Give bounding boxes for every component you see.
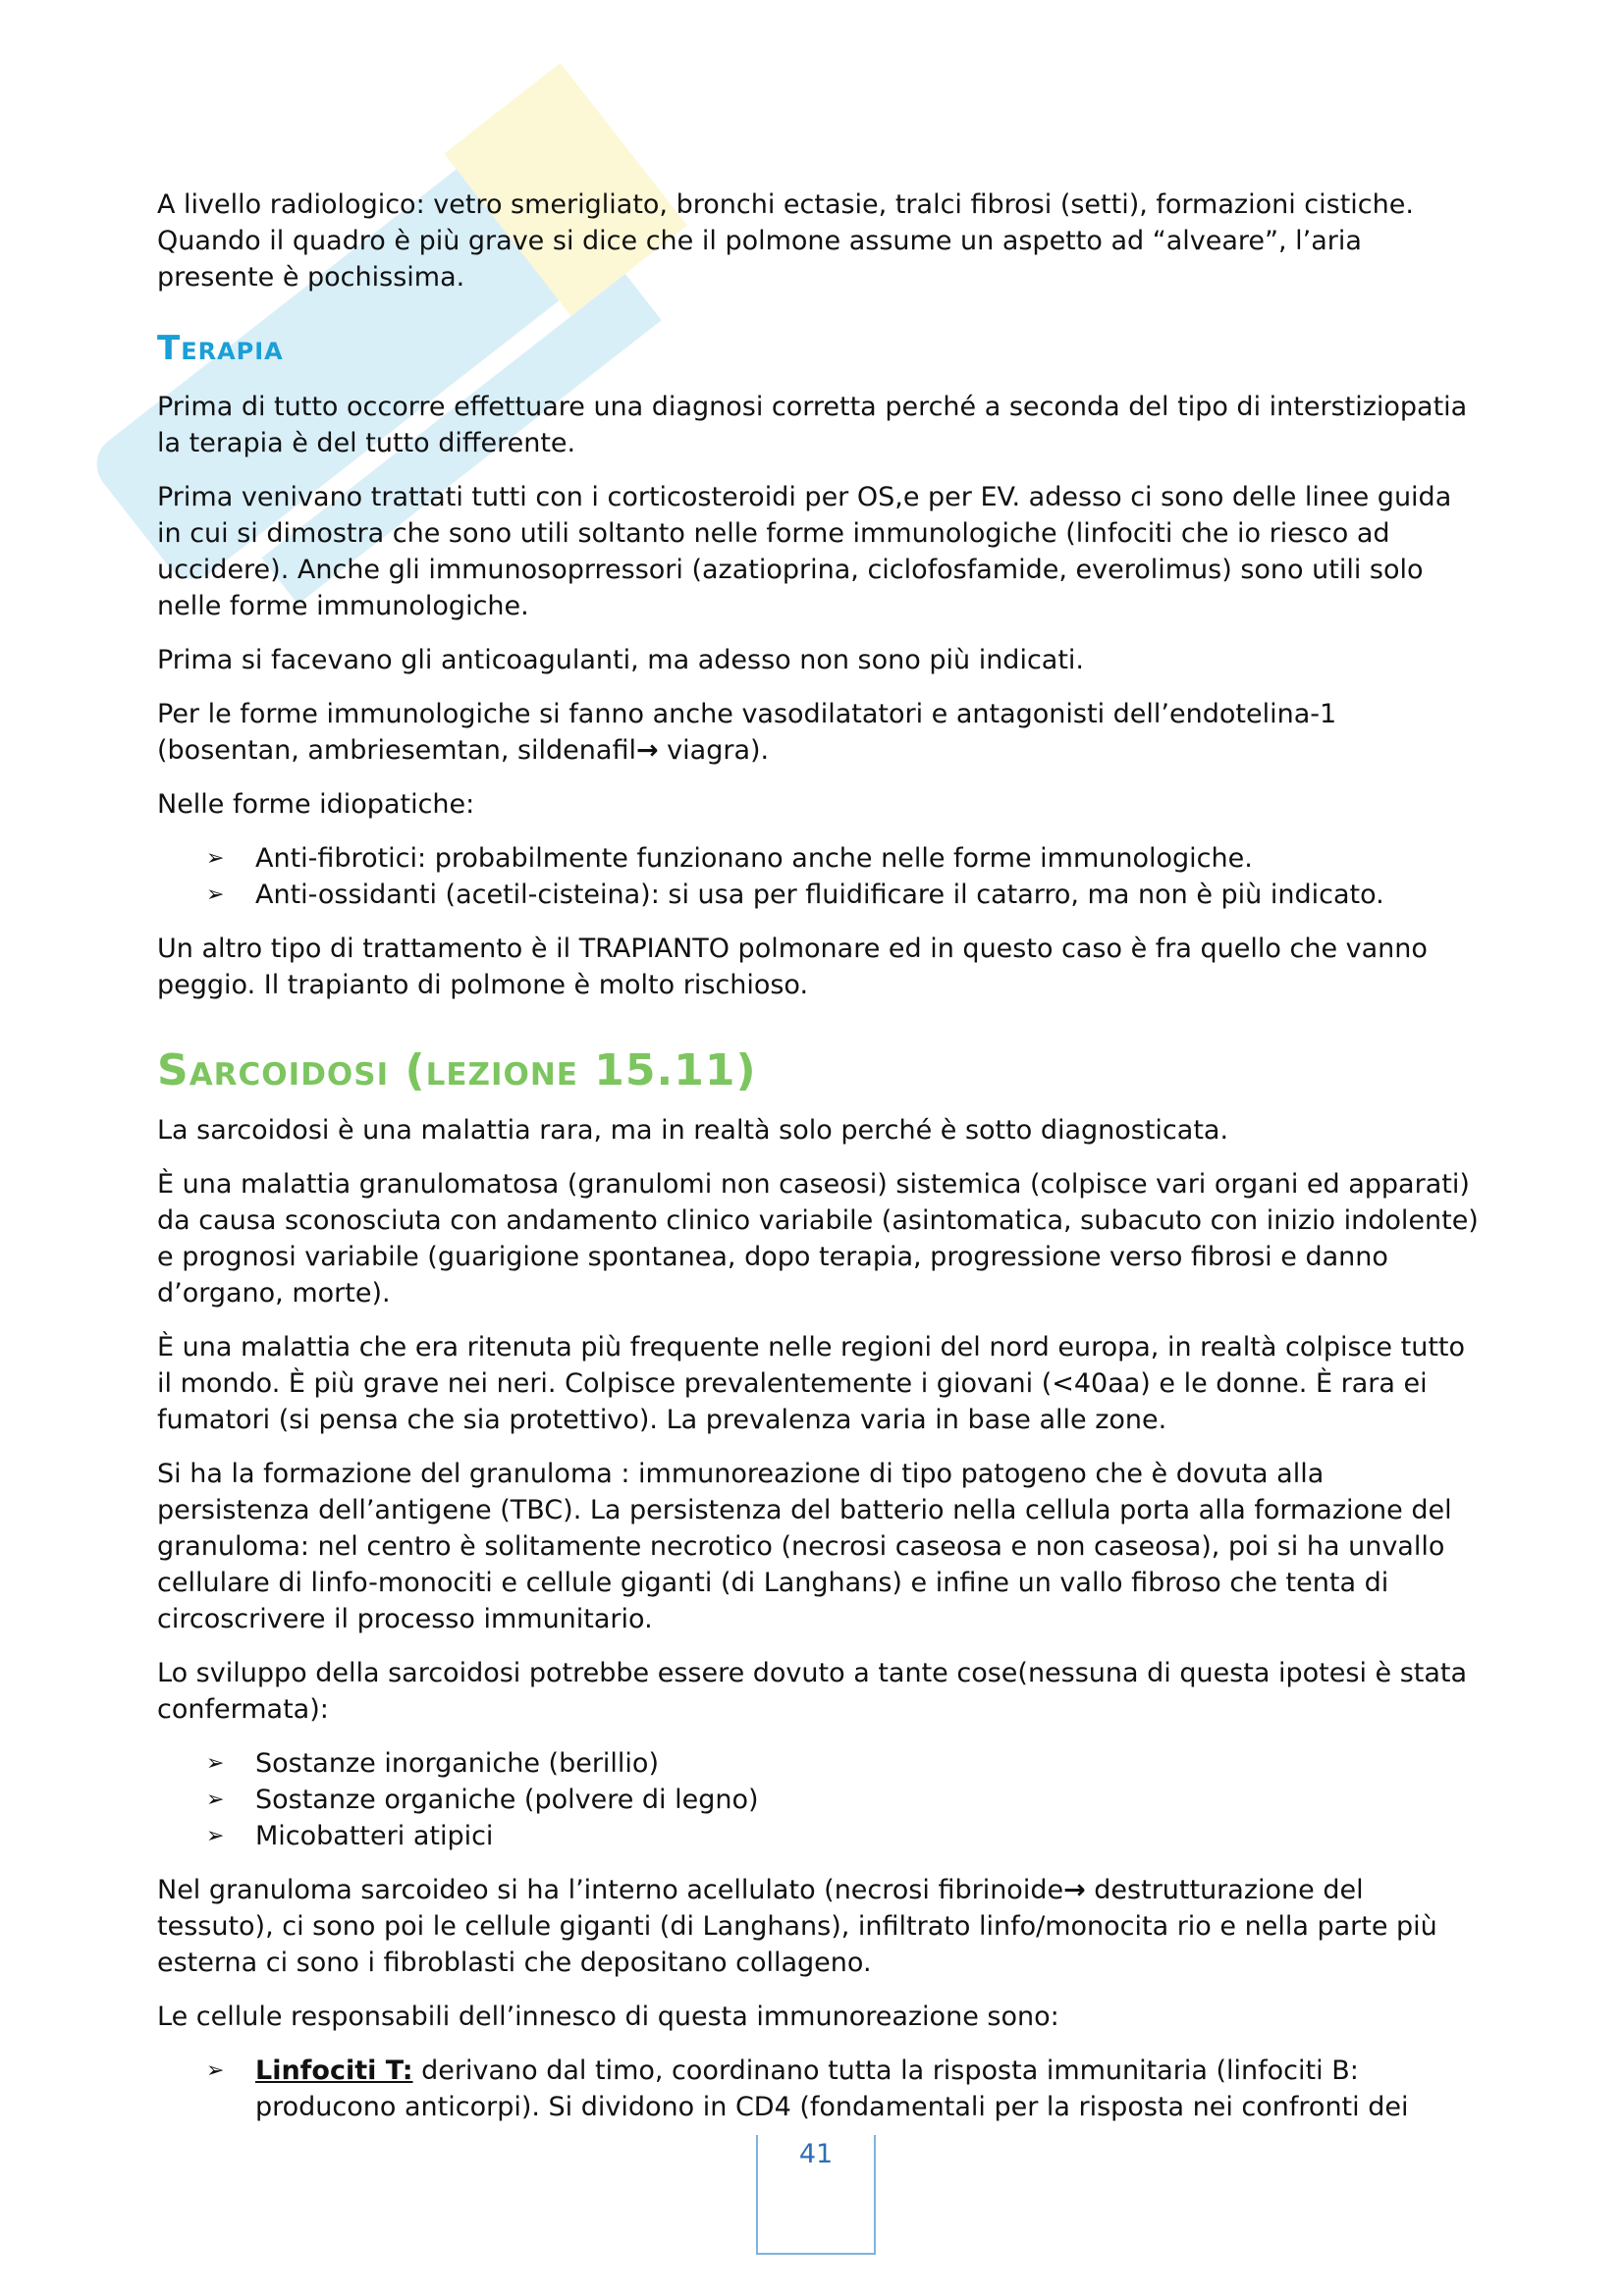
list-item <box>206 840 1483 877</box>
list-item-text: Anti-ossidanti (acetil-cisteina): si usa per fluidificare il catarro, ma non è più indicato. <box>255 880 1384 910</box>
heading-terapia <box>157 331 1483 367</box>
list-item <box>206 1745 1483 1782</box>
arrowhead-bullet-icon: ➢ <box>206 882 225 907</box>
paragraph-sarcoidosi-2: È una malattia granulomatosa (granulomi non caseosi) sistemica (colpisce vari organi ed apparati) da causa sconosciuta con andamento clinico variabile (asintomatica, subacuto con inizio indolente) e prognosi variabile (guarigione spontanea, dopo terapia, progressione verso fibrosi e danno d’organo, morte). <box>157 1169 1479 1308</box>
arrowhead-bullet-icon: ➢ <box>206 1824 225 1848</box>
heading-sarcoidosi-text: Sarcoidosi (lezione 15.11) <box>157 1045 757 1095</box>
paragraph-sarcoidosi-6 <box>157 1872 1483 1981</box>
list-cellule <box>157 2053 1483 2125</box>
paragraph-sarcoidosi-5: Lo sviluppo della sarcoidosi potrebbe essere dovuto a tante cose(nessuna di questa ipotesi è stata confermata): <box>157 1658 1468 1725</box>
arrow-right-icon: → <box>635 735 659 766</box>
list-item <box>206 1818 1483 1854</box>
page-number <box>756 2135 876 2255</box>
paragraph-terapia-2: Prima venivano trattati tutti con i corticosteroidi per OS,e per EV. adesso ci sono delle linee guida in cui si dimostra che sono utili soltanto nelle forme immunologiche (linfociti che io riesco ad uccidere). Anche gli immunosoprressori (azatioprina, ciclofosfamide, everolimus) sono utili solo nelle forme immunologiche. <box>157 482 1452 621</box>
list-item <box>206 1782 1483 1818</box>
heading-sarcoidosi <box>157 1045 1483 1095</box>
paragraph-sarcoidosi-7: Le cellule responsabili dell’innesco di questa immunoreazione sono: <box>157 2002 1059 2032</box>
paragraph-sarcoidosi-4: Si ha la formazione del granuloma : immunoreazione di tipo patogeno che è dovuta alla persistenza dell’antigene (TBC). La persistenza del batterio nella cellula porta alla formazione del granuloma: nel centro è solitamente necrotico (necrosi caseosa e non caseosa), poi si ha unvallo cellulare di linfo-monociti e cellule giganti (di Langhans) e infine un vallo fibroso che tenta di circoscrivere il processo immunitario. <box>157 1459 1452 1634</box>
arrowhead-bullet-icon: ➢ <box>206 1788 225 1812</box>
paragraph-terapia-4 <box>157 696 1483 769</box>
list-item-text: Sostanze organiche (polvere di legno) <box>255 1785 759 1815</box>
list-idiopatiche <box>157 840 1483 913</box>
paragraph-terapia-6: Un altro tipo di trattamento è il TRAPIANTO polmonare ed in questo caso è fra quello che vanno peggio. Il trapianto di polmone è molto rischioso. <box>157 934 1428 1000</box>
list-item-text: Anti-fibrotici: probabilmente funzionano anche nelle forme immunologiche. <box>255 843 1253 874</box>
term-linfociti-t: Linfociti T: <box>255 2056 413 2086</box>
list-item <box>206 877 1483 913</box>
list-item-text: derivano dal timo, coordinano tutta la risposta immunitaria (linfociti B: producono anticorpi). Si dividono in CD4 (fondamentali per la risposta nei confronti dei <box>255 2056 1409 2122</box>
heading-terapia-text: Terapia <box>157 329 284 368</box>
page-number-text: 41 <box>798 2139 834 2169</box>
text-segment: viagra). <box>658 735 770 766</box>
text-segment: destrutturazione del tessuto), ci sono poi le cellule giganti (di Langhans), infiltrato linfo/monocita rio e nella parte più esterna ci sono i fibroblasti che depositano collageno. <box>157 1875 1437 1978</box>
paragraph-terapia-3: Prima si facevano gli anticoagulanti, ma adesso non sono più indicati. <box>157 645 1085 675</box>
document-page <box>157 187 1483 2143</box>
text-segment: Per le forme immunologiche si fanno anche vasodilatatori e antagonisti dell’endotelina-1 (bosentan, ambriesemtan, sildenafil <box>157 699 1337 766</box>
arrow-right-icon: → <box>1063 1875 1086 1905</box>
list-item-text: Micobatteri atipici <box>255 1821 494 1851</box>
paragraph-radiologico: A livello radiologico: vetro smerigliato, bronchi ectasie, tralci fibrosi (setti), formazioni cistiche. Quando il quadro è più grave si dice che il polmone assume un aspetto ad “alveare”, l’aria presente è pochissima. <box>157 189 1414 293</box>
paragraph-sarcoidosi-3: È una malattia che era ritenuta più frequente nelle regioni del nord europa, in realtà colpisce tutto il mondo. È più grave nei neri. Colpisce prevalentemente i giovani (<40aa) e le donne. È rara ei fumatori (si pensa che sia protettivo). La prevalenza varia in base alle zone. <box>157 1332 1466 1435</box>
list-cause <box>157 1745 1483 1854</box>
arrowhead-bullet-icon: ➢ <box>206 1751 225 1776</box>
list-item <box>206 2053 1483 2125</box>
text-segment: Nel granuloma sarcoideo si ha l’interno acellulato (necrosi fibrinoide <box>157 1875 1064 1905</box>
arrowhead-bullet-icon: ➢ <box>206 846 225 871</box>
paragraph-terapia-1: Prima di tutto occorre effettuare una diagnosi corretta perché a seconda del tipo di interstiziopatia la terapia è del tutto differente. <box>157 392 1468 458</box>
list-item-text: Sostanze inorganiche (berillio) <box>255 1748 659 1779</box>
arrowhead-bullet-icon: ➢ <box>206 2058 225 2083</box>
paragraph-terapia-5: Nelle forme idiopatiche: <box>157 789 475 820</box>
paragraph-sarcoidosi-1: La sarcoidosi è una malattia rara, ma in realtà solo perché è sotto diagnosticata. <box>157 1115 1229 1146</box>
